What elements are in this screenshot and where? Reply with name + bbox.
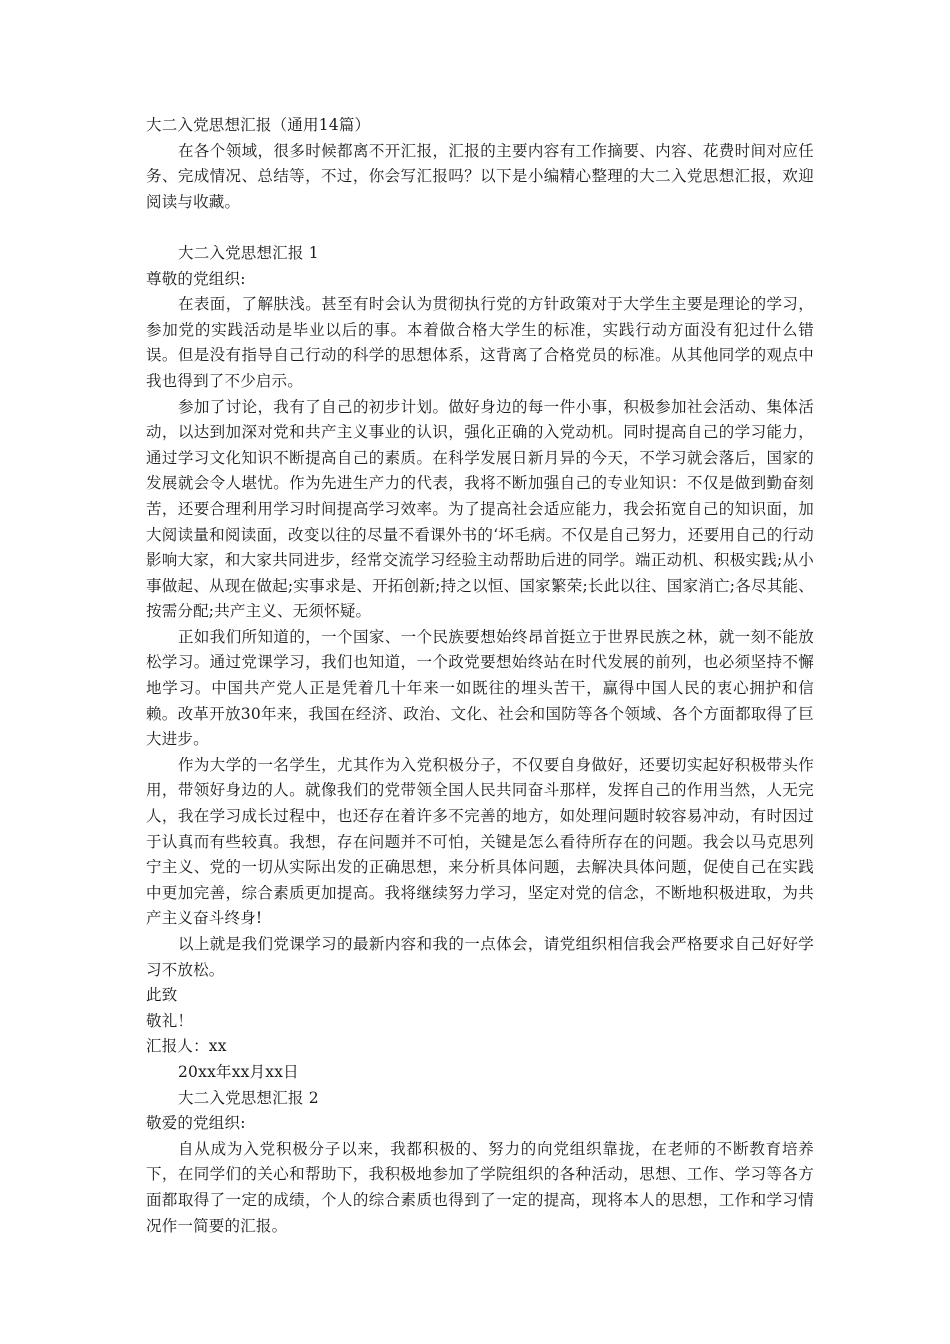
closing-line-1: 此致 <box>146 986 178 1005</box>
section-heading-2: 大二入党思想汇报 2 <box>178 1088 319 1107</box>
body-paragraph: 在表面，了解肤浅。甚至有时会认为贯彻执行党的方针政策对于大学生主要是理论的学习，参加党的实践活动是毕业以后的事。本着做合格大学生的标准，实践行动方面没有犯过什么错误。但是没有指导自己行动的科学的思想体系，这背离了合格党员的标准。从其他同学的观点中我也得到了不少启示。 <box>146 295 814 390</box>
intro-paragraph: 在各个领域，很多时候都离不开汇报，汇报的主要内容有工作摘要、内容、花费时间对应任务、完成情况、总结等，不过，你会写汇报吗？以下是小编精心整理的大二入党思想汇报，欢迎阅读与收藏。 <box>146 141 814 211</box>
body-paragraph: 以上就是我们党课学习的最新内容和我的一点体会，请党组织相信我会严格要求自己好好学习不放松。 <box>146 935 814 979</box>
reporter-line: 汇报人：xx <box>146 1037 227 1056</box>
section-heading-1: 大二入党思想汇报 1 <box>178 243 319 262</box>
document-page <box>146 113 814 1239</box>
body-paragraph: 正如我们所知道的，一个国家、一个民族要想始终昂首挺立于世界民族之林，就一刻不能放松学习。通过党课学习，我们也知道，一个政党要想始终站在时代发展的前列，也必须坚持不懈地学习。中国共产党人正是凭着几十年来一如既往的埋头苦干，赢得中国人民的衷心拥护和信赖。改革开放30年来，我国在经济、政治、文化、社会和国防等各个领域、各个方面都取得了巨大进步。 <box>146 627 814 749</box>
salutation-2: 敬爱的党组织: <box>146 1114 246 1133</box>
body-paragraph: 参加了讨论，我有了自己的初步计划。做好身边的每一件小事，积极参加社会活动、集体活动，以达到加深对党和共产主义事业的认识，强化正确的入党动机。同时提高自己的学习能力，通过学习文化知识不断提高自己的素质。在科学发展日新月异的今天，不学习就会落后，国家的发展就会令人堪忧。作为先进生产力的代表，我将不断加强自己的专业知识：不仅是做到勤奋刻苦，还要合理利用学习时间提高学习效率。为了提高社会适应能力，我会拓宽自己的知识面，加大阅读量和阅读面，改变以往的尽量不看课外书的‘坏毛病。不仅是自己努力，还要用自己的行动影响大家，和大家共同进步，经常交流学习经验主动帮助后进的同学。端正动机、积极实践;从小事做起、从现在做起;实事求是、开拓创新;持之以恒、国家繁荣;长此以往、国家消亡;各尽其能、按需分配;共产主义、无须怀疑。 <box>146 397 814 621</box>
closing-line-2: 敬礼！ <box>146 1011 194 1030</box>
document-title: 大二入党思想汇报（通用14篇） <box>146 116 371 134</box>
salutation-1: 尊敬的党组织: <box>146 269 246 288</box>
body-paragraph: 作为大学的一名学生，尤其作为入党积极分子，不仅要自身做好，还要切实起好积极带头作用，带领好身边的人。就像我们的党带领全国人民共同奋斗那样，发挥自己的作用当然，人无完人，我在学习成长过程中，也还存在着许多不完善的地方，如处理问题时较容易冲动，有时因过于认真而有些较真。我想，存在问题并不可怕，关键是怎么看待所存在的问题。我会以马克思列宁主义、党的一切从实际出发的正确思想，来分析具体问题，去解决具体问题，促使自己在实践中更加完善，综合素质更加提高。我将继续努力学习，坚定对党的信念，不断地积极进取，为共产主义奋斗终身! <box>146 755 814 928</box>
date-line: 20xx年xx月xx日 <box>178 1062 299 1081</box>
blank-line <box>146 215 814 241</box>
body-paragraph: 自从成为入党积极分子以来，我都积极的、努力的向党组织靠拢，在老师的不断教育培养下，在同学们的关心和帮助下，我积极地参加了学院组织的各种活动，思想、工作、学习等各方面都取得了一定的成绩，个人的综合素质也得到了一定的提高，现将本人的思想，工作和学习情况作一简要的汇报。 <box>146 1139 814 1235</box>
